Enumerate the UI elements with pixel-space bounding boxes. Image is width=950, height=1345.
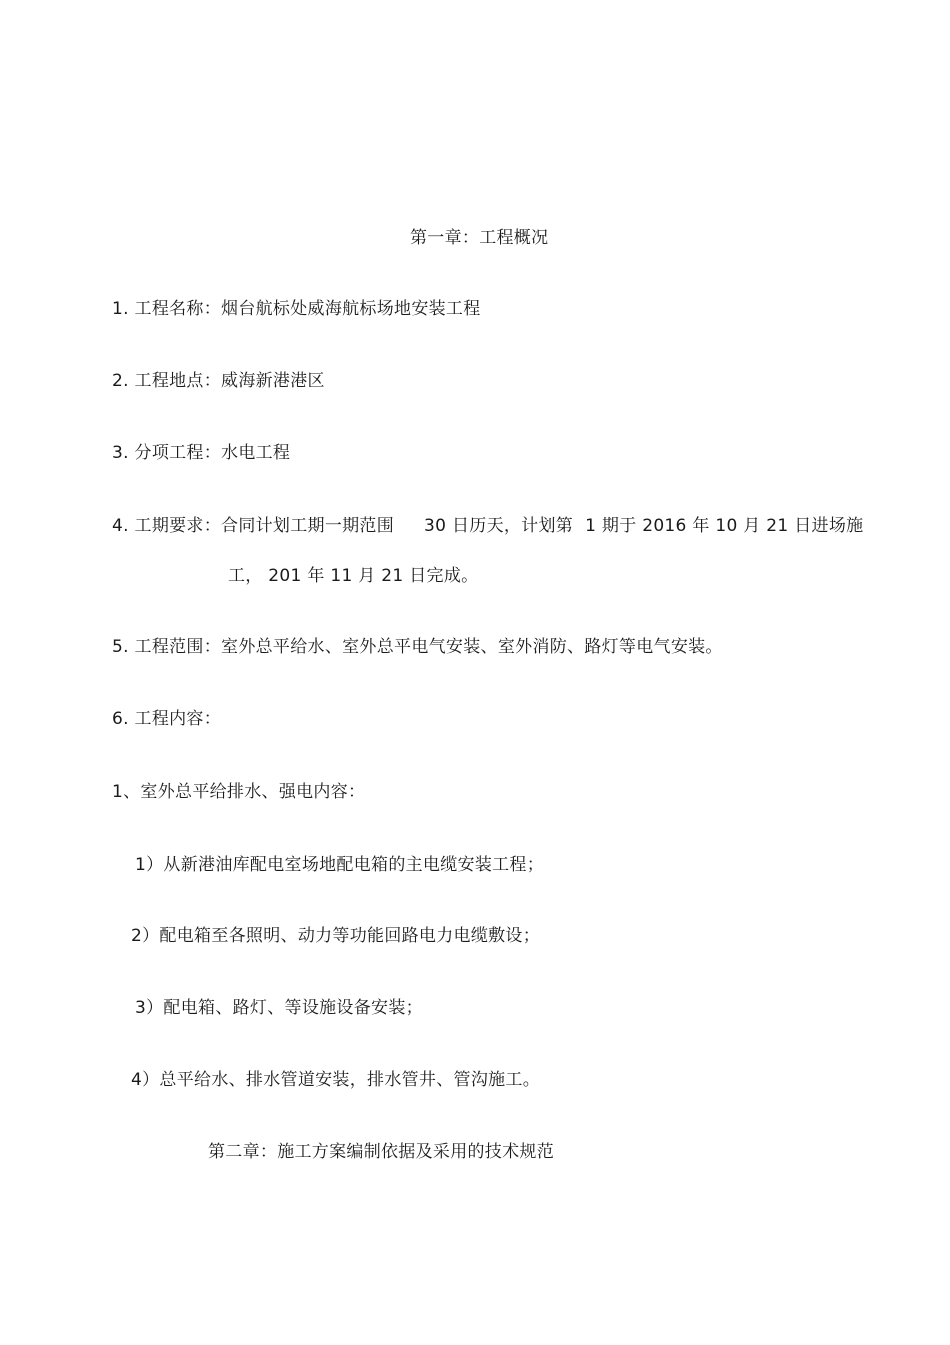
project-name: 1. 工程名称：烟台航标处威海航标场地安装工程	[112, 299, 481, 319]
chapter-1-title: 第一章：工程概况	[410, 228, 549, 248]
sub-project: 3. 分项工程：水电工程	[112, 443, 291, 463]
content-item-1: 1）从新港油库配电室场地配电箱的主电缆安装工程；	[135, 855, 545, 875]
content-heading: 1、室外总平给排水、强电内容：	[112, 782, 366, 802]
schedule-part-3: 1 期于 2016 年 10 月 21 日进场施	[585, 516, 864, 536]
schedule-requirement	[112, 514, 863, 538]
content-item-3: 3）配电箱、路灯、等设施设备安装；	[135, 998, 423, 1018]
schedule-part-2: 30 日历天，计划第	[424, 516, 574, 536]
project-location: 2. 工程地点：威海新港港区	[112, 371, 325, 391]
schedule-part-1: 4. 工期要求：合同计划工期一期范围	[112, 516, 395, 536]
project-content-label: 6. 工程内容：	[112, 709, 222, 729]
content-item-2: 2）配电箱至各照明、动力等功能回路电力电缆敷设；	[131, 926, 541, 946]
project-scope: 5. 工程范围：室外总平给水、室外总平电气安装、室外消防、路灯等电气安装。	[112, 637, 723, 657]
schedule-continuation: 工， 201 年 11 月 21 日完成。	[228, 566, 479, 586]
chapter-2-title: 第二章：施工方案编制依据及采用的技术规范	[208, 1142, 554, 1162]
content-item-4: 4）总平给水、排水管道安装，排水管井、管沟施工。	[131, 1070, 541, 1090]
